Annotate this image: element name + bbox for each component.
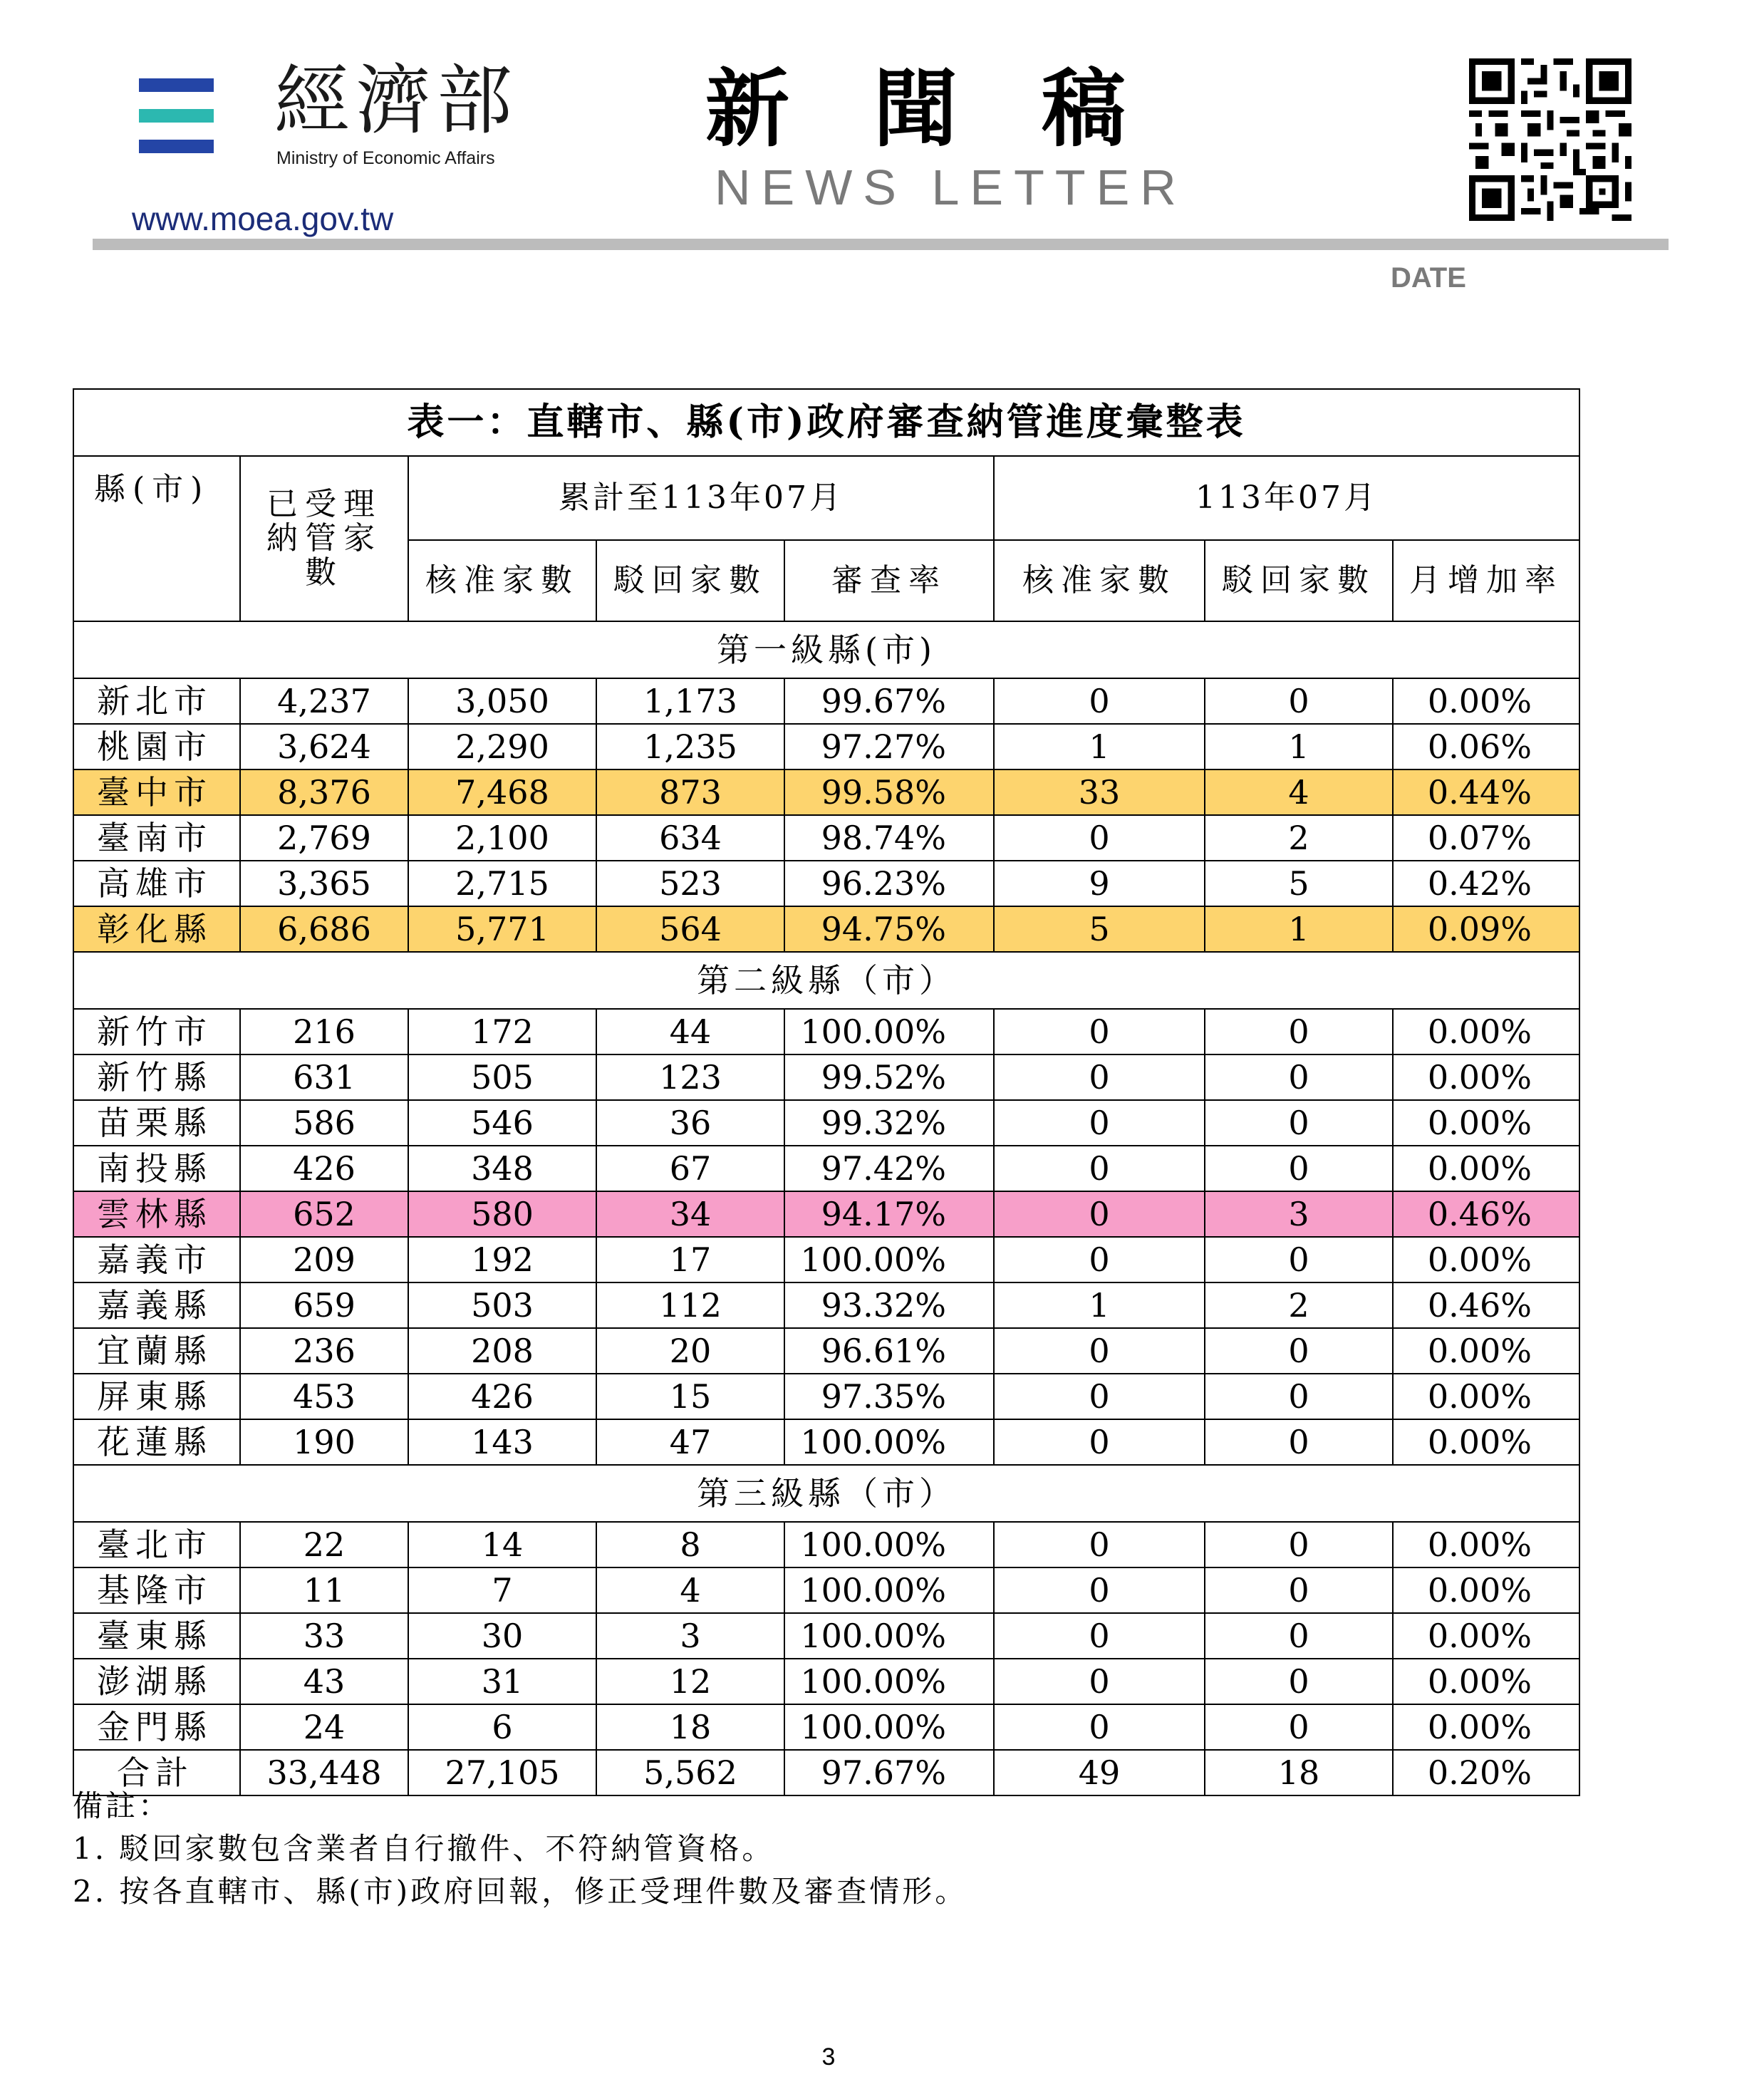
cell-approved: 5,771 bbox=[408, 906, 596, 952]
cell-received: 22 bbox=[240, 1522, 408, 1567]
table-row bbox=[73, 724, 1579, 769]
cell-month-approved: 0 bbox=[994, 1237, 1205, 1282]
progress-summary-table bbox=[73, 388, 1580, 1796]
cell-monthly-increase: 0.00% bbox=[1393, 678, 1579, 724]
cell-received: 652 bbox=[240, 1191, 408, 1237]
cell-approved: 503 bbox=[408, 1282, 596, 1328]
cell-month-approved: 0 bbox=[994, 1146, 1205, 1191]
cell-received: 6,686 bbox=[240, 906, 408, 952]
header-month-approved: 核准家數 bbox=[994, 540, 1205, 621]
page-number: 3 bbox=[821, 2043, 836, 2071]
cell-received: 33 bbox=[240, 1613, 408, 1659]
cell-review-rate: 94.75% bbox=[784, 906, 994, 952]
county-name: 臺南市 bbox=[73, 815, 240, 861]
table-row bbox=[73, 1613, 1579, 1659]
cell-monthly-increase: 0.00% bbox=[1393, 1567, 1579, 1613]
cell-month-approved: 33 bbox=[994, 769, 1205, 815]
table-row bbox=[73, 1522, 1579, 1567]
cell-review-rate: 99.32% bbox=[784, 1100, 994, 1146]
cell-month-approved: 1 bbox=[994, 1282, 1205, 1328]
cell-review-rate: 97.42% bbox=[784, 1146, 994, 1191]
cell-received: 209 bbox=[240, 1237, 408, 1282]
cell-monthly-increase: 0.00% bbox=[1393, 1100, 1579, 1146]
county-name: 臺東縣 bbox=[73, 1613, 240, 1659]
cell-received: 24 bbox=[240, 1704, 408, 1750]
header-rule bbox=[93, 239, 1669, 250]
cell-monthly-increase: 0.09% bbox=[1393, 906, 1579, 952]
cell-review-rate: 97.27% bbox=[784, 724, 994, 769]
cell-monthly-increase: 0.42% bbox=[1393, 861, 1579, 906]
cell-rejected: 36 bbox=[596, 1100, 784, 1146]
county-name: 彰化縣 bbox=[73, 906, 240, 952]
cell-received: 8,376 bbox=[240, 769, 408, 815]
county-name: 桃園市 bbox=[73, 724, 240, 769]
header-received: 已受理納管家數 bbox=[240, 456, 408, 621]
cell-review-rate: 96.61% bbox=[784, 1328, 994, 1374]
cell-approved: 7,468 bbox=[408, 769, 596, 815]
cell-approved: 3,050 bbox=[408, 678, 596, 724]
cell-monthly-increase: 0.20% bbox=[1393, 1750, 1579, 1795]
cell-month-approved: 0 bbox=[994, 1704, 1205, 1750]
cell-review-rate: 100.00% bbox=[784, 1522, 994, 1567]
cell-monthly-increase: 0.07% bbox=[1393, 815, 1579, 861]
cell-rejected: 4 bbox=[596, 1567, 784, 1613]
cell-monthly-increase: 0.06% bbox=[1393, 724, 1579, 769]
cell-received: 3,365 bbox=[240, 861, 408, 906]
header-month: 113年07月 bbox=[994, 456, 1579, 540]
cell-month-approved: 0 bbox=[994, 1567, 1205, 1613]
table-row bbox=[73, 1567, 1579, 1613]
header-monthly-increase: 月增加率 bbox=[1393, 540, 1579, 621]
cell-rejected: 1,235 bbox=[596, 724, 784, 769]
county-name: 苗栗縣 bbox=[73, 1100, 240, 1146]
county-name: 花蓮縣 bbox=[73, 1419, 240, 1465]
table-row bbox=[73, 1328, 1579, 1374]
cell-month-approved: 0 bbox=[994, 1522, 1205, 1567]
cell-review-rate: 100.00% bbox=[784, 1613, 994, 1659]
cell-month-rejected: 2 bbox=[1205, 815, 1393, 861]
cell-month-rejected: 0 bbox=[1205, 1100, 1393, 1146]
cell-received: 216 bbox=[240, 1009, 408, 1054]
cell-approved: 505 bbox=[408, 1054, 596, 1100]
cell-rejected: 5,562 bbox=[596, 1750, 784, 1795]
table-row bbox=[73, 1100, 1579, 1146]
cell-approved: 580 bbox=[408, 1191, 596, 1237]
cell-month-rejected: 18 bbox=[1205, 1750, 1393, 1795]
table-row bbox=[73, 861, 1579, 906]
cell-rejected: 634 bbox=[596, 815, 784, 861]
cell-received: 631 bbox=[240, 1054, 408, 1100]
table-row bbox=[73, 1191, 1579, 1237]
cell-monthly-increase: 0.00% bbox=[1393, 1054, 1579, 1100]
cell-month-rejected: 0 bbox=[1205, 1522, 1393, 1567]
cell-month-approved: 0 bbox=[994, 1328, 1205, 1374]
table-row bbox=[73, 1374, 1579, 1419]
logo-bar-top bbox=[139, 78, 214, 92]
cell-approved: 208 bbox=[408, 1328, 596, 1374]
cell-received: 43 bbox=[240, 1659, 408, 1704]
cell-month-approved: 0 bbox=[994, 1419, 1205, 1465]
cell-received: 659 bbox=[240, 1282, 408, 1328]
cell-month-approved: 0 bbox=[994, 1009, 1205, 1054]
cell-review-rate: 97.67% bbox=[784, 1750, 994, 1795]
cell-received: 2,769 bbox=[240, 815, 408, 861]
cell-review-rate: 98.74% bbox=[784, 815, 994, 861]
date-label: DATE bbox=[1391, 262, 1466, 294]
cell-rejected: 1,173 bbox=[596, 678, 784, 724]
org-name: 經濟部 bbox=[274, 57, 518, 145]
county-name: 宜蘭縣 bbox=[73, 1328, 240, 1374]
cell-month-approved: 0 bbox=[994, 1374, 1205, 1419]
cell-month-approved: 0 bbox=[994, 815, 1205, 861]
group-heading: 第二級縣（市） bbox=[73, 952, 1579, 1009]
cell-month-approved: 0 bbox=[994, 1100, 1205, 1146]
logo-bar-middle bbox=[139, 109, 214, 123]
cell-month-rejected: 2 bbox=[1205, 1282, 1393, 1328]
cell-rejected: 8 bbox=[596, 1522, 784, 1567]
county-name: 臺中市 bbox=[73, 769, 240, 815]
cell-rejected: 47 bbox=[596, 1419, 784, 1465]
cell-rejected: 123 bbox=[596, 1054, 784, 1100]
cell-month-rejected: 4 bbox=[1205, 769, 1393, 815]
doc-title: 新聞稿 bbox=[705, 59, 1210, 158]
logo-bar-bottom bbox=[139, 140, 214, 153]
group-row bbox=[73, 952, 1579, 1009]
cell-rejected: 3 bbox=[596, 1613, 784, 1659]
cell-month-rejected: 0 bbox=[1205, 1419, 1393, 1465]
total-label: 合計 bbox=[73, 1750, 240, 1795]
cell-month-rejected: 0 bbox=[1205, 1567, 1393, 1613]
cell-monthly-increase: 0.00% bbox=[1393, 1009, 1579, 1054]
cell-review-rate: 99.58% bbox=[784, 769, 994, 815]
cell-month-rejected: 0 bbox=[1205, 1613, 1393, 1659]
cell-month-rejected: 3 bbox=[1205, 1191, 1393, 1237]
cell-month-approved: 5 bbox=[994, 906, 1205, 952]
group-heading: 第三級縣（市） bbox=[73, 1465, 1579, 1522]
cell-monthly-increase: 0.00% bbox=[1393, 1522, 1579, 1567]
cell-month-rejected: 0 bbox=[1205, 1009, 1393, 1054]
cell-review-rate: 100.00% bbox=[784, 1419, 994, 1465]
cell-rejected: 15 bbox=[596, 1374, 784, 1419]
doc-subtitle: NEWS LETTER bbox=[715, 160, 1187, 215]
cell-month-rejected: 0 bbox=[1205, 1659, 1393, 1704]
cell-month-approved: 0 bbox=[994, 1191, 1205, 1237]
cell-received: 190 bbox=[240, 1419, 408, 1465]
cell-monthly-increase: 0.46% bbox=[1393, 1282, 1579, 1328]
table-row bbox=[73, 769, 1579, 815]
cell-monthly-increase: 0.44% bbox=[1393, 769, 1579, 815]
cell-month-approved: 0 bbox=[994, 678, 1205, 724]
cell-approved: 30 bbox=[408, 1613, 596, 1659]
cell-approved: 348 bbox=[408, 1146, 596, 1191]
county-name: 澎湖縣 bbox=[73, 1659, 240, 1704]
table-row bbox=[73, 906, 1579, 952]
cell-approved: 2,715 bbox=[408, 861, 596, 906]
cell-monthly-increase: 0.00% bbox=[1393, 1328, 1579, 1374]
cell-approved: 6 bbox=[408, 1704, 596, 1750]
cell-approved: 192 bbox=[408, 1237, 596, 1282]
cell-month-rejected: 0 bbox=[1205, 1704, 1393, 1750]
cell-rejected: 18 bbox=[596, 1704, 784, 1750]
header-review-rate: 審查率 bbox=[784, 540, 994, 621]
cell-rejected: 17 bbox=[596, 1237, 784, 1282]
group-row bbox=[73, 1465, 1579, 1522]
cell-review-rate: 97.35% bbox=[784, 1374, 994, 1419]
county-name: 新竹縣 bbox=[73, 1054, 240, 1100]
cell-received: 33,448 bbox=[240, 1750, 408, 1795]
cell-received: 236 bbox=[240, 1328, 408, 1374]
cell-rejected: 112 bbox=[596, 1282, 784, 1328]
qr-code-icon bbox=[1469, 58, 1631, 221]
table-title: 表一：直轄市、縣(市)政府審查納管進度彙整表 bbox=[73, 389, 1579, 456]
cell-review-rate: 100.00% bbox=[784, 1237, 994, 1282]
cell-month-approved: 0 bbox=[994, 1659, 1205, 1704]
cell-monthly-increase: 0.00% bbox=[1393, 1374, 1579, 1419]
cell-monthly-increase: 0.00% bbox=[1393, 1659, 1579, 1704]
county-name: 基隆市 bbox=[73, 1567, 240, 1613]
cell-approved: 426 bbox=[408, 1374, 596, 1419]
note-item: 1. 駁回家數包含業者自行撤件、不符納管資格。 bbox=[73, 1831, 775, 1866]
cell-approved: 7 bbox=[408, 1567, 596, 1613]
cell-received: 426 bbox=[240, 1146, 408, 1191]
cell-month-approved: 49 bbox=[994, 1750, 1205, 1795]
cell-approved: 2,100 bbox=[408, 815, 596, 861]
table-row bbox=[73, 1009, 1579, 1054]
cell-approved: 31 bbox=[408, 1659, 596, 1704]
cell-month-rejected: 0 bbox=[1205, 678, 1393, 724]
cell-review-rate: 96.23% bbox=[784, 861, 994, 906]
cell-month-approved: 0 bbox=[994, 1054, 1205, 1100]
cell-month-approved: 1 bbox=[994, 724, 1205, 769]
cell-review-rate: 99.52% bbox=[784, 1054, 994, 1100]
note-item: 2. 按各直轄市、縣(市)政府回報，修正受理件數及審查情形。 bbox=[73, 1874, 968, 1909]
cell-monthly-increase: 0.00% bbox=[1393, 1704, 1579, 1750]
header-county: 縣(市) bbox=[73, 456, 240, 621]
cell-rejected: 564 bbox=[596, 906, 784, 952]
cell-approved: 143 bbox=[408, 1419, 596, 1465]
cell-approved: 27,105 bbox=[408, 1750, 596, 1795]
header-month-rejected: 駁回家數 bbox=[1205, 540, 1393, 621]
cell-approved: 546 bbox=[408, 1100, 596, 1146]
cell-month-rejected: 0 bbox=[1205, 1146, 1393, 1191]
table-row bbox=[73, 1419, 1579, 1465]
cell-rejected: 67 bbox=[596, 1146, 784, 1191]
table-row bbox=[73, 1146, 1579, 1191]
cell-approved: 2,290 bbox=[408, 724, 596, 769]
cell-rejected: 873 bbox=[596, 769, 784, 815]
cell-rejected: 523 bbox=[596, 861, 784, 906]
group-heading: 第一級縣(市) bbox=[73, 621, 1579, 678]
cell-month-rejected: 1 bbox=[1205, 724, 1393, 769]
county-name: 南投縣 bbox=[73, 1146, 240, 1191]
header-rejected: 駁回家數 bbox=[596, 540, 784, 621]
group-row bbox=[73, 621, 1579, 678]
cell-month-approved: 0 bbox=[994, 1613, 1205, 1659]
county-name: 新竹市 bbox=[73, 1009, 240, 1054]
cell-rejected: 12 bbox=[596, 1659, 784, 1704]
table-row bbox=[73, 1282, 1579, 1328]
cell-month-approved: 9 bbox=[994, 861, 1205, 906]
county-name: 嘉義市 bbox=[73, 1237, 240, 1282]
cell-monthly-increase: 0.00% bbox=[1393, 1419, 1579, 1465]
cell-review-rate: 100.00% bbox=[784, 1659, 994, 1704]
table-row bbox=[73, 1704, 1579, 1750]
cell-review-rate: 100.00% bbox=[784, 1704, 994, 1750]
table-row bbox=[73, 1237, 1579, 1282]
cell-month-rejected: 5 bbox=[1205, 861, 1393, 906]
cell-received: 11 bbox=[240, 1567, 408, 1613]
cell-review-rate: 100.00% bbox=[784, 1567, 994, 1613]
cell-month-rejected: 0 bbox=[1205, 1054, 1393, 1100]
header-approved: 核准家數 bbox=[408, 540, 596, 621]
county-name: 屏東縣 bbox=[73, 1374, 240, 1419]
cell-review-rate: 94.17% bbox=[784, 1191, 994, 1237]
notes bbox=[73, 1785, 967, 1913]
cell-received: 4,237 bbox=[240, 678, 408, 724]
moea-logo bbox=[139, 78, 214, 153]
cell-rejected: 20 bbox=[596, 1328, 784, 1374]
county-name: 高雄市 bbox=[73, 861, 240, 906]
cell-monthly-increase: 0.00% bbox=[1393, 1613, 1579, 1659]
header-cumulative: 累計至113年07月 bbox=[408, 456, 994, 540]
notes-label: 備註： bbox=[73, 1788, 172, 1823]
county-name: 雲林縣 bbox=[73, 1191, 240, 1237]
org-name-en: Ministry of Economic Affairs bbox=[276, 148, 495, 168]
cell-monthly-increase: 0.46% bbox=[1393, 1191, 1579, 1237]
cell-review-rate: 99.67% bbox=[784, 678, 994, 724]
cell-month-rejected: 1 bbox=[1205, 906, 1393, 952]
county-name: 臺北市 bbox=[73, 1522, 240, 1567]
table-row bbox=[73, 1054, 1579, 1100]
cell-month-rejected: 0 bbox=[1205, 1237, 1393, 1282]
cell-monthly-increase: 0.00% bbox=[1393, 1146, 1579, 1191]
table-row bbox=[73, 815, 1579, 861]
cell-rejected: 44 bbox=[596, 1009, 784, 1054]
county-name: 嘉義縣 bbox=[73, 1282, 240, 1328]
table-row bbox=[73, 1659, 1579, 1704]
cell-received: 3,624 bbox=[240, 724, 408, 769]
county-name: 新北市 bbox=[73, 678, 240, 724]
cell-received: 586 bbox=[240, 1100, 408, 1146]
cell-rejected: 34 bbox=[596, 1191, 784, 1237]
county-name: 金門縣 bbox=[73, 1704, 240, 1750]
cell-review-rate: 93.32% bbox=[784, 1282, 994, 1328]
org-url[interactable]: www.moea.gov.tw bbox=[132, 200, 394, 237]
cell-review-rate: 100.00% bbox=[784, 1009, 994, 1054]
cell-monthly-increase: 0.00% bbox=[1393, 1237, 1579, 1282]
cell-received: 453 bbox=[240, 1374, 408, 1419]
cell-approved: 14 bbox=[408, 1522, 596, 1567]
cell-month-rejected: 0 bbox=[1205, 1374, 1393, 1419]
cell-month-rejected: 0 bbox=[1205, 1328, 1393, 1374]
table-row bbox=[73, 678, 1579, 724]
cell-approved: 172 bbox=[408, 1009, 596, 1054]
